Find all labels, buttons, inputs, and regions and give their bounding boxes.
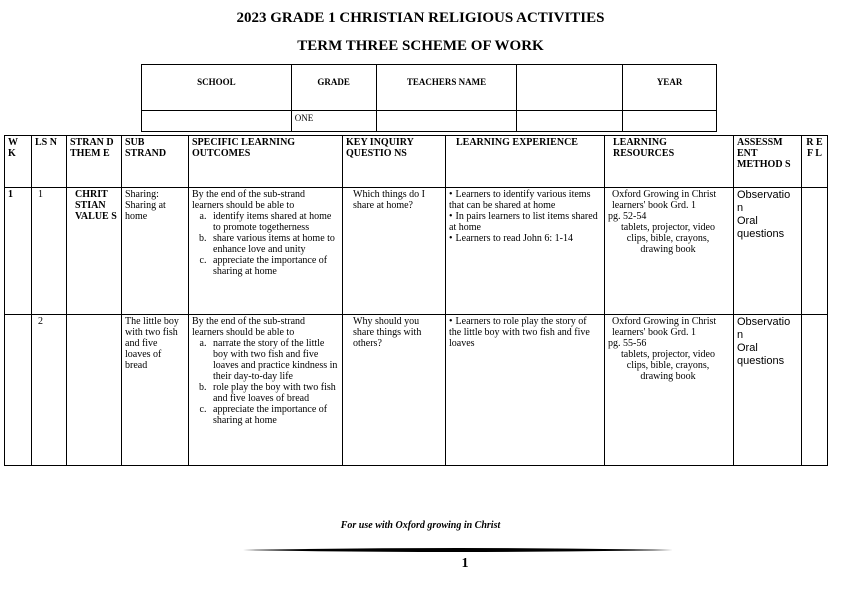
outcome-intro: By the end of the sub-strand learners should be able to: [192, 189, 306, 211]
assessment-cell: [734, 315, 802, 466]
year-value: [623, 111, 717, 132]
experience-cell: [446, 188, 605, 315]
key-inquiry-cell: Why should you share things with others?: [343, 315, 446, 466]
resource-book: Oxford Growing in Christ learners' book Grd. 1: [612, 316, 717, 338]
header-outcomes: SPECIFIC LEARNING OUTCOMES: [189, 136, 343, 188]
resource-pages: pg. 52-54: [608, 211, 647, 222]
resource-book: Oxford Growing in Christ learners' book Grd. 1: [612, 189, 717, 211]
outcome-item: b. share various items at home to enhance love and unity: [209, 233, 339, 255]
table-row: [5, 188, 828, 315]
scheme-of-work-table: [4, 135, 828, 466]
assessment-method: Oral questions: [737, 342, 785, 367]
header-assessment: ASSESSM ENT METHOD S: [734, 136, 802, 188]
experience-cell: [446, 315, 605, 466]
key-inquiry-cell: Which things do I share at home?: [343, 188, 446, 315]
outcome-item: a. identify items shared at home to promote togetherness: [209, 211, 339, 233]
sub-strand-cell: The little boy with two fish and five loaves of bread: [122, 315, 189, 466]
sub-strand-cell: Sharing: Sharing at home: [122, 188, 189, 315]
header-week: W K: [5, 136, 32, 188]
resource-items: tablets, projector, video clips, bible, crayons, drawing book: [620, 349, 715, 382]
grade-label: GRADE: [291, 65, 376, 111]
grade-value: ONE: [291, 111, 376, 132]
header-experience: LEARNING EXPERIENCE: [446, 136, 605, 188]
assessment-cell: [734, 188, 802, 315]
resources-cell: [605, 188, 734, 315]
strand-cell: CHRIT STIAN VALUE S: [67, 188, 122, 315]
experience-list: [449, 189, 601, 244]
table-row: [5, 315, 828, 466]
reflection-cell: [802, 188, 828, 315]
lesson-cell: 1: [32, 188, 67, 315]
blank-value: [517, 111, 623, 132]
outcome-item: b. role play the boy with two fish and five loaves of bread: [209, 382, 339, 404]
reflection-cell: [802, 315, 828, 466]
outcome-list: [192, 211, 339, 277]
resources-cell: [605, 315, 734, 466]
resource-items: tablets, projector, video clips, bible, crayons, drawing book: [620, 222, 715, 255]
header-lesson: LS N: [32, 136, 67, 188]
header-sub-strand: SUB STRAND: [122, 136, 189, 188]
experience-item: • Learners to identify various items that can be shared at home: [449, 189, 601, 211]
outcome-item: c. appreciate the importance of sharing at home: [209, 404, 339, 426]
header-reflection: R E F L: [802, 136, 828, 188]
school-info-table: [141, 64, 717, 132]
school-value: [142, 111, 292, 132]
experience-list: [449, 316, 601, 349]
outcomes-cell: [189, 188, 343, 315]
resource-pages: pg. 55-56: [608, 338, 647, 349]
outcome-intro: By the end of the sub-strand learners should be able to: [192, 316, 306, 338]
assessment-method: Observatio n: [737, 189, 791, 214]
strand-cell: [67, 315, 122, 466]
page-number: 1: [461, 556, 469, 571]
footer-note: For use with Oxford growing in Christ: [340, 520, 501, 531]
week-cell: 1: [5, 188, 32, 315]
outcome-list: [192, 338, 339, 426]
experience-item: • In pairs learners to list items shared at home: [449, 211, 601, 233]
teacher-name-label: TEACHERS NAME: [376, 65, 517, 111]
document-subtitle: TERM THREE SCHEME OF WORK: [297, 38, 544, 54]
teacher-name-blank: [517, 65, 623, 111]
header-strand: STRAN D THEM E: [67, 136, 122, 188]
header-row: [5, 136, 828, 188]
assessment-method: Oral questions: [737, 215, 785, 240]
school-label: SCHOOL: [142, 65, 292, 111]
document-title: 2023 GRADE 1 CHRISTIAN RELIGIOUS ACTIVITIES: [236, 10, 605, 26]
outcomes-cell: [189, 315, 343, 466]
experience-item: • Learners to role play the story of the little boy with two fish and five loaves: [449, 316, 601, 349]
experience-item: • Learners to read John 6: 1-14: [449, 233, 601, 244]
header-key-inquiry: KEY INQUIRY QUESTIO NS: [343, 136, 446, 188]
footer-divider: [243, 545, 673, 555]
outcome-item: c. appreciate the importance of sharing at home: [209, 255, 339, 277]
header-resources: LEARNING RESOURCES: [605, 136, 734, 188]
teacher-name-value: [376, 111, 517, 132]
outcome-item: a. narrate the story of the little boy with two fish and five loaves and practice kindness in their day-to-day life: [209, 338, 339, 382]
week-cell: [5, 315, 32, 466]
lesson-cell: 2: [32, 315, 67, 466]
assessment-method: Observatio n: [737, 316, 791, 341]
year-label: YEAR: [623, 65, 717, 111]
